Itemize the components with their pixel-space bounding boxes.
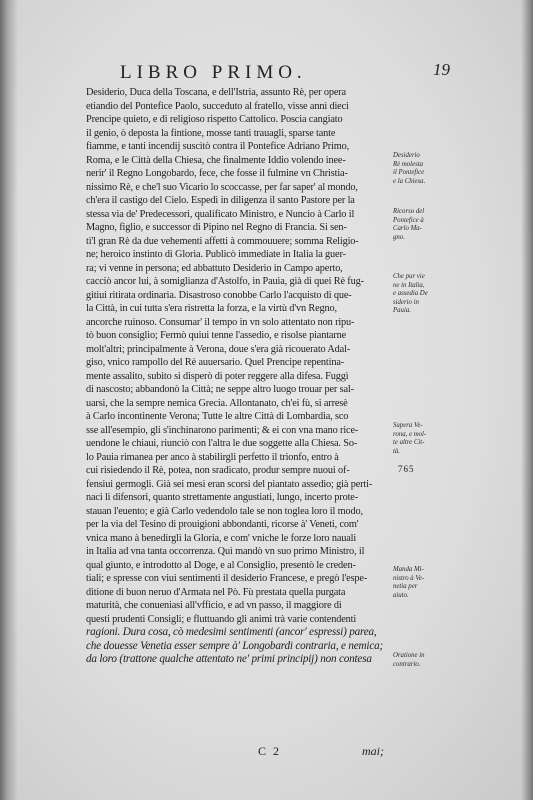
- margin-note-line: contrario.: [393, 660, 421, 668]
- text-line: questi prudenti Consigli; e fluttuando gli animi trà varie contendenti: [86, 613, 357, 625]
- text-line: in Italia ad vna tanta occorrenza. Quì mandò vn suo primo Ministro, il: [86, 546, 365, 557]
- margin-note-line: netia per: [393, 583, 418, 591]
- margin-note-line: siderio in: [393, 298, 419, 306]
- text-line: ra; vi venne in persona; ed abbattuto Desiderio in Campo aperto,: [86, 262, 343, 274]
- text-line: sse all'esempio, gli s'inchinarono parimenti; & ei con vna mano rice-: [86, 424, 359, 436]
- text-line: à Carlo incontinente Verona; Tutte le altre Città di Lombardia, sco: [86, 411, 349, 422]
- catchword: mai;: [362, 744, 384, 758]
- text-line: fiamme, e tanti incendij suscitò contra il Pontefice Adriano Primo,: [86, 141, 350, 152]
- margin-note-line: Pauia.: [393, 307, 411, 315]
- margin-note-line: Ricorso del: [393, 208, 425, 215]
- margin-note-line: Pontefice à: [393, 216, 424, 224]
- main-text-block: [86, 86, 386, 667]
- margin-note-line: Oratione in: [393, 652, 425, 659]
- page-header: [120, 62, 450, 82]
- margin-note-line: Rè molesta: [393, 160, 424, 168]
- text-line: stauan l'euento; e già Carlo vedendolo tale se non toglea loro il modo,: [86, 505, 363, 517]
- text-line: la Città, in cui tutta s'era ristretta la forza, e la virtù d'vn Regno,: [86, 303, 337, 314]
- text-line: maturità, che conueniasi all'vfficio, e ad vn passo, il maggiore di: [86, 600, 342, 611]
- text-line: fensiui germogli. Già sei mesi eran scorsi del piantato assedio; già perti-: [86, 478, 373, 490]
- running-title: LIBRO PRIMO.: [120, 62, 307, 83]
- margin-note-line: Che pur vie: [393, 273, 425, 280]
- margin-note-line: Manda Mi-: [393, 566, 424, 573]
- text-line: di nascosto; abbandonò la Città; ne seppe altro luogo trouar per sal-: [86, 384, 354, 395]
- text-line: molt'altri; principalmente à Verona, doue s'era già ricouerato Adal-: [86, 343, 351, 355]
- margin-note-line: rona, e mol-: [393, 430, 427, 438]
- text-line: cacciò ancor lui, à somiglianza d'Astolfo, in Pauia, già di quei Rè fug-: [86, 276, 364, 287]
- text-line: qual giunto, e introdotto al Doge, e al Consiglio, presentò le creden-: [86, 559, 356, 571]
- margin-note-line: il Pontefice: [393, 169, 425, 177]
- margin-year: 765: [398, 464, 415, 474]
- text-line: lo Pauia rimanea per anco à stabilirgli perfetto il trionfo, entro à: [86, 451, 339, 463]
- text-line: Prencipe quieto, e di religioso rispetto Cattolico. Poscia cangiato: [86, 114, 343, 125]
- margin-note-line: te altre Cit-: [393, 439, 425, 447]
- text-line: tiali; e spresse con viui sentimenti il desiderio Francese, e pregò l'espe-: [86, 573, 368, 584]
- text-line-italic: da loro (trattone qualche attentato ne' primi principij) non contesa: [86, 653, 372, 665]
- margin-note-line: e assedia De: [393, 290, 428, 298]
- margin-note: [393, 566, 441, 600]
- text-line: tò buon consiglio; Fermò quiui tenne l'assedio, e risolse piantarne: [86, 330, 347, 341]
- margin-note-line: ne in Italia,: [393, 281, 425, 289]
- page-footer: [86, 744, 386, 760]
- text-line: Magno, figlio, e successor di Pipino nel Regno di Francia. Si sen-: [86, 222, 347, 233]
- margin-note: [393, 273, 441, 316]
- text-line: stessa via de' Predecessori, qualificato Ministro, e Nuncio à Carlo il: [86, 208, 355, 220]
- text-line: gitiui ritirata ordinaria. Disastroso conobbe Carlo l'acquisto di que-: [86, 289, 352, 301]
- text-line: ch'era il castigo del Cielo. Espedì in diligenza il santo Pastore per la: [86, 195, 355, 206]
- margin-note: [393, 422, 441, 456]
- text-line-italic: ragioni. Dura cosa, cò medesimi sentimenti (ancor' espressi) parea,: [86, 626, 377, 638]
- margin-note-line: nistro à Ve-: [393, 574, 425, 582]
- margin-note: [393, 208, 441, 242]
- margin-note-line: Carlo Ma-: [393, 225, 422, 233]
- text-line: ancorche ruinoso. Consumar' il tempo in vn solo attentato non ripu-: [86, 316, 355, 328]
- text-line: ne; heroico instinto di Gloria. Publicò immediate in Italia la guer-: [86, 249, 346, 260]
- text-line: nerir' il Regno Longobardo, fece, che fosse il fulmine vn Christia-: [86, 168, 348, 179]
- text-line: naci li difensori, quanto strettamente angustiati, lungo, incerto prote-: [86, 492, 358, 503]
- margin-note-line: Supera Ve-: [393, 422, 423, 429]
- margin-note-line: tà.: [393, 447, 400, 455]
- margin-note-line: gno.: [393, 233, 405, 241]
- margin-note: [393, 152, 441, 186]
- folio-number: 19: [433, 60, 450, 79]
- text-line: mente assalito, subito si disperò di poter reggere alla difesa. Fuggì: [86, 370, 349, 382]
- text-line: nissimo Rè, e che'l suo Vicario lo scoccasse, per far saper' al mondo,: [86, 181, 358, 193]
- margin-note: [393, 652, 441, 669]
- margin-note-line: Desiderio: [393, 152, 420, 159]
- text-line: Roma, e le Città della Chiesa, che finalmente Iddio volendo inee-: [86, 154, 346, 166]
- page-edge-shadow: [521, 0, 533, 800]
- text-line: il genio, ò deposta la fintione, mosse tanti trauagli, sparse tante: [86, 127, 336, 139]
- text-line: vnica mano à benedirgli la Gloria, e com' vniche le forze loro nauali: [86, 532, 357, 544]
- text-line: cui risiedendo il Rè, potea, non sradicato, produr sempre nuoui of-: [86, 465, 350, 476]
- margin-note-line: e la Chiesa.: [393, 177, 426, 185]
- text-line: Desiderio, Duca della Toscana, e dell'Istria, assunto Rè, per opera: [86, 87, 346, 98]
- text-line: ditione di buon neruo d'Armata nel Pò. Fù prestata quella purgata: [86, 586, 346, 598]
- text-line: per la via del Tesino di prouigioni abbondanti, ricorse à' Veneti, com': [86, 519, 359, 530]
- signature-mark: C 2: [258, 744, 282, 758]
- binding-gutter: [0, 0, 18, 800]
- text-line: etiandio del Pontefice Paolo, succeduto al fratello, visse anni dieci: [86, 100, 349, 112]
- text-line: tì'l gran Rè da due vehementi affetti à commouuere; somma Religio-: [86, 235, 359, 247]
- text-line: uarsi, che la sempre nemica Grecia. Allontanato, ch'ei fù, si arresè: [86, 397, 348, 409]
- margin-note-line: aiuto.: [393, 591, 409, 599]
- text-line: giso, vnico rampollo del Rè auuersario. Quel Prencipe repentina-: [86, 357, 345, 368]
- text-line: uendone le chiaui, riunciò con l'altra le due soggette alla Chiesa. So-: [86, 438, 358, 449]
- text-line-italic: che douesse Venetia esser sempre à' Longobardi contraria, e nemica;: [86, 639, 384, 652]
